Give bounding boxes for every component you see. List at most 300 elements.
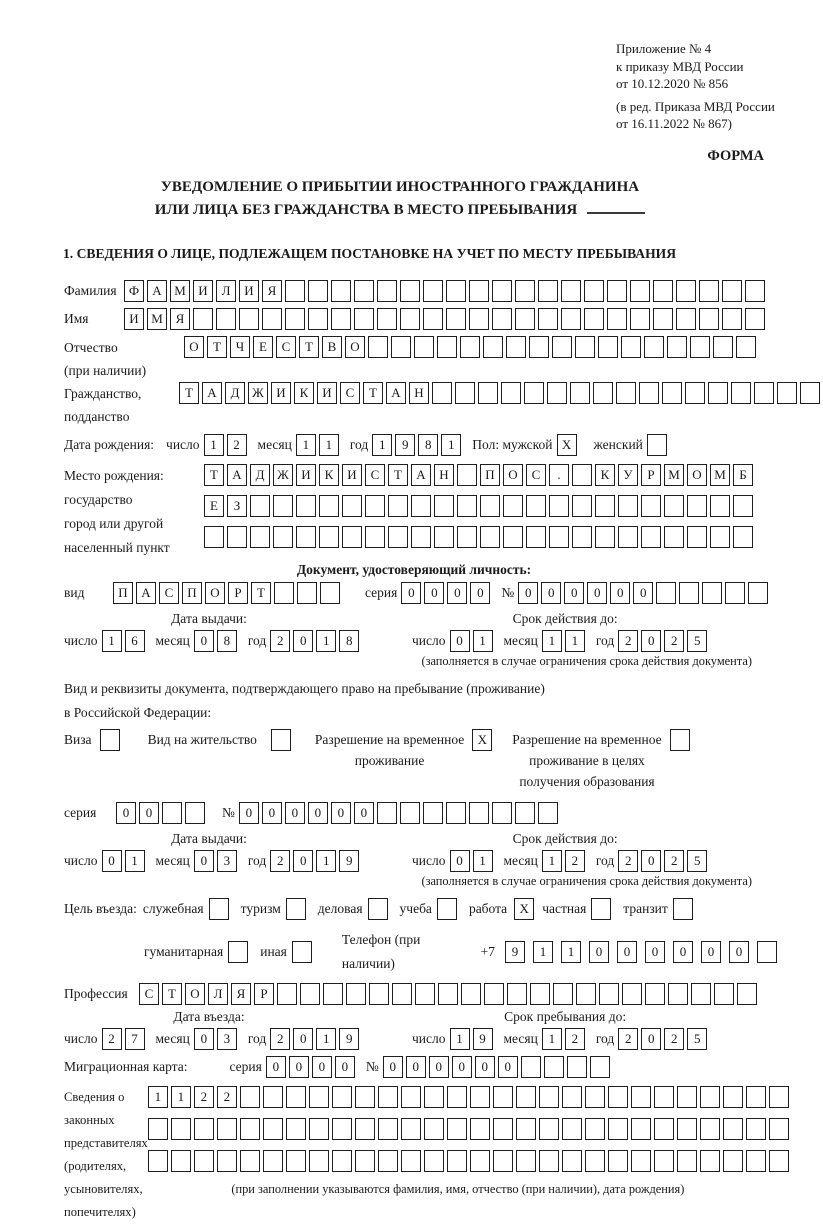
char-box[interactable]: 0 — [641, 1028, 661, 1050]
char-box[interactable]: 0 — [194, 630, 214, 652]
char-box[interactable] — [710, 526, 730, 548]
char-box[interactable]: Ж — [248, 382, 268, 404]
char-box[interactable] — [446, 280, 466, 302]
char-box[interactable] — [400, 280, 420, 302]
char-box[interactable] — [731, 382, 751, 404]
char-box[interactable]: 1 — [296, 434, 316, 456]
char-box[interactable]: С — [276, 336, 296, 358]
char-box[interactable] — [437, 336, 457, 358]
char-box[interactable] — [346, 983, 366, 1005]
char-box[interactable]: 0 — [239, 802, 259, 824]
char-box[interactable] — [608, 1150, 628, 1172]
char-box[interactable] — [725, 582, 745, 604]
char-box[interactable] — [209, 898, 229, 920]
char-box[interactable]: 8 — [217, 630, 237, 652]
char-box[interactable]: А — [202, 382, 222, 404]
char-box[interactable]: Л — [216, 280, 236, 302]
char-box[interactable] — [411, 495, 431, 517]
char-box[interactable] — [687, 495, 707, 517]
char-box[interactable]: О — [687, 464, 707, 486]
char-box[interactable] — [493, 1118, 513, 1140]
char-box[interactable] — [342, 526, 362, 548]
char-box[interactable] — [300, 983, 320, 1005]
char-box[interactable] — [484, 983, 504, 1005]
char-box[interactable] — [388, 526, 408, 548]
char-box[interactable] — [423, 308, 443, 330]
char-box[interactable]: 1 — [316, 1028, 336, 1050]
char-box[interactable]: 2 — [217, 1086, 237, 1108]
char-box[interactable] — [437, 898, 457, 920]
char-box[interactable]: 9 — [395, 434, 415, 456]
char-box[interactable]: 1 — [319, 434, 339, 456]
char-box[interactable] — [690, 336, 710, 358]
char-box[interactable]: 2 — [565, 850, 585, 872]
char-box[interactable] — [273, 495, 293, 517]
char-box[interactable] — [713, 336, 733, 358]
char-box[interactable] — [469, 308, 489, 330]
char-box[interactable] — [645, 983, 665, 1005]
char-box[interactable]: 2 — [664, 1028, 684, 1050]
char-box[interactable] — [524, 382, 544, 404]
char-box[interactable] — [736, 336, 756, 358]
char-box[interactable]: 5 — [687, 630, 707, 652]
char-box[interactable]: С — [365, 464, 385, 486]
char-box[interactable] — [575, 336, 595, 358]
char-box[interactable] — [530, 983, 550, 1005]
char-box[interactable]: 2 — [664, 850, 684, 872]
char-box[interactable]: С — [526, 464, 546, 486]
char-box[interactable] — [455, 382, 475, 404]
char-box[interactable] — [607, 308, 627, 330]
char-box[interactable] — [516, 1118, 536, 1140]
char-box[interactable] — [227, 526, 247, 548]
char-box[interactable]: 1 — [565, 630, 585, 652]
char-box[interactable]: 1 — [473, 630, 493, 652]
char-box[interactable] — [493, 1086, 513, 1108]
char-box[interactable] — [460, 336, 480, 358]
char-box[interactable]: Т — [363, 382, 383, 404]
char-box[interactable]: 0 — [447, 582, 467, 604]
char-box[interactable]: 0 — [450, 850, 470, 872]
char-box[interactable] — [800, 382, 820, 404]
char-box[interactable] — [400, 802, 420, 824]
char-box[interactable] — [572, 464, 592, 486]
char-box[interactable]: 1 — [450, 1028, 470, 1050]
char-box[interactable]: С — [340, 382, 360, 404]
char-box[interactable] — [653, 308, 673, 330]
char-box[interactable] — [469, 802, 489, 824]
char-box[interactable]: 2 — [618, 1028, 638, 1050]
char-box[interactable] — [332, 1086, 352, 1108]
char-box[interactable] — [653, 280, 673, 302]
char-box[interactable] — [250, 526, 270, 548]
char-box[interactable] — [664, 526, 684, 548]
char-box[interactable] — [446, 308, 466, 330]
char-box[interactable] — [722, 280, 742, 302]
char-box[interactable] — [562, 1086, 582, 1108]
char-box[interactable] — [699, 280, 719, 302]
char-box[interactable] — [424, 1150, 444, 1172]
char-box[interactable]: Р — [228, 582, 248, 604]
char-box[interactable]: И — [193, 280, 213, 302]
char-box[interactable]: 0 — [308, 802, 328, 824]
char-box[interactable] — [515, 280, 535, 302]
char-box[interactable] — [630, 280, 650, 302]
char-box[interactable] — [457, 495, 477, 517]
char-box[interactable]: 2 — [102, 1028, 122, 1050]
char-box[interactable]: 2 — [227, 434, 247, 456]
char-box[interactable] — [285, 280, 305, 302]
char-box[interactable] — [194, 1150, 214, 1172]
char-box[interactable] — [700, 1150, 720, 1172]
char-box[interactable] — [572, 495, 592, 517]
char-box[interactable] — [297, 582, 317, 604]
char-box[interactable]: И — [124, 308, 144, 330]
char-box[interactable] — [501, 382, 521, 404]
char-box[interactable] — [607, 280, 627, 302]
char-box[interactable] — [691, 983, 711, 1005]
char-box[interactable] — [478, 382, 498, 404]
char-box[interactable] — [562, 1118, 582, 1140]
char-box[interactable] — [526, 526, 546, 548]
char-box[interactable] — [308, 308, 328, 330]
char-box[interactable] — [411, 526, 431, 548]
char-box[interactable] — [667, 336, 687, 358]
char-box[interactable] — [470, 1150, 490, 1172]
char-box[interactable] — [576, 983, 596, 1005]
char-box[interactable] — [714, 983, 734, 1005]
char-box[interactable] — [378, 1150, 398, 1172]
char-box[interactable]: О — [205, 582, 225, 604]
char-box[interactable] — [547, 382, 567, 404]
char-box[interactable] — [457, 526, 477, 548]
char-box[interactable] — [618, 495, 638, 517]
char-box[interactable]: 0 — [589, 941, 609, 963]
char-box[interactable] — [162, 802, 182, 824]
char-box[interactable]: 0 — [293, 630, 313, 652]
char-box[interactable] — [567, 1056, 587, 1078]
char-box[interactable] — [378, 1118, 398, 1140]
char-box[interactable] — [493, 1150, 513, 1172]
char-box[interactable] — [354, 308, 374, 330]
char-box[interactable] — [319, 526, 339, 548]
char-box[interactable] — [263, 1086, 283, 1108]
char-box[interactable] — [171, 1118, 191, 1140]
char-box[interactable]: Т — [299, 336, 319, 358]
char-box[interactable] — [286, 1118, 306, 1140]
char-box[interactable]: А — [411, 464, 431, 486]
char-box[interactable] — [561, 308, 581, 330]
char-box[interactable]: 0 — [424, 582, 444, 604]
char-box[interactable] — [593, 382, 613, 404]
char-box[interactable] — [769, 1118, 789, 1140]
char-box[interactable] — [492, 308, 512, 330]
char-box[interactable]: 0 — [617, 941, 637, 963]
char-box[interactable]: Ж — [273, 464, 293, 486]
char-box[interactable]: 2 — [664, 630, 684, 652]
char-box[interactable] — [708, 382, 728, 404]
char-box[interactable]: 0 — [673, 941, 693, 963]
char-box[interactable]: 5 — [687, 850, 707, 872]
char-box[interactable] — [570, 382, 590, 404]
char-box[interactable] — [710, 495, 730, 517]
char-box[interactable] — [608, 1118, 628, 1140]
char-box[interactable]: Р — [254, 983, 274, 1005]
char-box[interactable] — [737, 983, 757, 1005]
char-box[interactable] — [754, 382, 774, 404]
char-box[interactable]: А — [386, 382, 406, 404]
char-box[interactable] — [263, 1150, 283, 1172]
char-box[interactable] — [723, 1118, 743, 1140]
char-box[interactable] — [309, 1150, 329, 1172]
char-box[interactable] — [378, 1086, 398, 1108]
char-box[interactable] — [286, 1150, 306, 1172]
char-box[interactable]: . — [549, 464, 569, 486]
char-box[interactable]: 0 — [293, 1028, 313, 1050]
char-box[interactable] — [562, 1150, 582, 1172]
char-box[interactable]: 0 — [641, 630, 661, 652]
char-box[interactable]: 2 — [565, 1028, 585, 1050]
char-box[interactable]: 0 — [610, 582, 630, 604]
char-box[interactable]: О — [503, 464, 523, 486]
char-box[interactable]: 0 — [701, 941, 721, 963]
char-box[interactable] — [377, 802, 397, 824]
char-box[interactable] — [585, 1118, 605, 1140]
char-box[interactable] — [286, 1086, 306, 1108]
char-box[interactable] — [544, 1056, 564, 1078]
char-box[interactable] — [529, 336, 549, 358]
char-box[interactable] — [679, 582, 699, 604]
char-box[interactable] — [447, 1118, 467, 1140]
char-box[interactable]: 0 — [102, 850, 122, 872]
char-box[interactable]: Т — [207, 336, 227, 358]
char-box[interactable]: О — [184, 336, 204, 358]
char-box[interactable]: 1 — [533, 941, 553, 963]
char-box[interactable]: П — [113, 582, 133, 604]
char-box[interactable]: 1 — [473, 850, 493, 872]
char-box[interactable] — [677, 1086, 697, 1108]
char-box[interactable]: И — [317, 382, 337, 404]
char-box[interactable] — [216, 308, 236, 330]
char-box[interactable] — [654, 1150, 674, 1172]
char-box[interactable]: 0 — [139, 802, 159, 824]
char-box[interactable]: 2 — [270, 1028, 290, 1050]
char-box[interactable] — [506, 336, 526, 358]
char-box[interactable] — [585, 1086, 605, 1108]
char-box[interactable]: 0 — [293, 850, 313, 872]
char-box[interactable] — [286, 898, 306, 920]
char-box[interactable]: 0 — [285, 802, 305, 824]
char-box[interactable]: 0 — [401, 582, 421, 604]
char-box[interactable]: 9 — [339, 1028, 359, 1050]
char-box[interactable] — [656, 582, 676, 604]
char-box[interactable] — [217, 1150, 237, 1172]
char-box[interactable]: 1 — [441, 434, 461, 456]
char-box[interactable]: 8 — [339, 630, 359, 652]
char-box[interactable] — [355, 1150, 375, 1172]
char-box[interactable] — [309, 1118, 329, 1140]
char-box[interactable]: 0 — [633, 582, 653, 604]
char-box[interactable]: 1 — [542, 630, 562, 652]
char-box[interactable] — [699, 308, 719, 330]
char-box[interactable]: 0 — [312, 1056, 332, 1078]
char-box[interactable] — [273, 526, 293, 548]
char-box[interactable]: 9 — [505, 941, 525, 963]
char-box[interactable] — [516, 1086, 536, 1108]
char-box[interactable] — [769, 1086, 789, 1108]
char-box[interactable]: Д — [225, 382, 245, 404]
char-box[interactable]: К — [319, 464, 339, 486]
char-box[interactable]: 5 — [687, 1028, 707, 1050]
char-box[interactable]: 1 — [372, 434, 392, 456]
char-box[interactable]: 0 — [262, 802, 282, 824]
char-box[interactable]: У — [618, 464, 638, 486]
char-box[interactable] — [515, 308, 535, 330]
char-box[interactable] — [722, 308, 742, 330]
char-box[interactable] — [685, 382, 705, 404]
char-box[interactable] — [608, 1086, 628, 1108]
char-box[interactable] — [507, 983, 527, 1005]
char-box[interactable] — [538, 280, 558, 302]
char-box[interactable]: 0 — [266, 1056, 286, 1078]
char-box[interactable] — [262, 308, 282, 330]
char-box[interactable]: X — [557, 434, 577, 456]
char-box[interactable]: 2 — [270, 630, 290, 652]
char-box[interactable] — [526, 495, 546, 517]
char-box[interactable] — [296, 495, 316, 517]
char-box[interactable] — [492, 280, 512, 302]
char-box[interactable] — [631, 1086, 651, 1108]
char-box[interactable] — [271, 729, 291, 751]
char-box[interactable]: 1 — [542, 850, 562, 872]
char-box[interactable] — [148, 1118, 168, 1140]
char-box[interactable] — [595, 495, 615, 517]
char-box[interactable] — [423, 280, 443, 302]
char-box[interactable] — [676, 308, 696, 330]
char-box[interactable]: 1 — [316, 850, 336, 872]
char-box[interactable] — [572, 526, 592, 548]
char-box[interactable]: 0 — [564, 582, 584, 604]
char-box[interactable]: Я — [170, 308, 190, 330]
char-box[interactable] — [702, 582, 722, 604]
char-box[interactable]: К — [294, 382, 314, 404]
char-box[interactable] — [320, 582, 340, 604]
char-box[interactable]: 0 — [289, 1056, 309, 1078]
char-box[interactable]: 1 — [171, 1086, 191, 1108]
char-box[interactable] — [194, 1118, 214, 1140]
char-box[interactable] — [733, 495, 753, 517]
char-box[interactable] — [746, 1150, 766, 1172]
char-box[interactable] — [414, 336, 434, 358]
char-box[interactable]: А — [227, 464, 247, 486]
char-box[interactable] — [647, 434, 667, 456]
char-box[interactable] — [368, 898, 388, 920]
char-box[interactable]: А — [147, 280, 167, 302]
char-box[interactable] — [641, 495, 661, 517]
char-box[interactable] — [480, 526, 500, 548]
char-box[interactable] — [240, 1150, 260, 1172]
char-box[interactable] — [461, 983, 481, 1005]
char-box[interactable] — [228, 941, 248, 963]
char-box[interactable] — [673, 898, 693, 920]
char-box[interactable] — [723, 1150, 743, 1172]
char-box[interactable]: 0 — [645, 941, 665, 963]
char-box[interactable] — [332, 1118, 352, 1140]
char-box[interactable]: М — [147, 308, 167, 330]
char-box[interactable] — [584, 308, 604, 330]
char-box[interactable]: 9 — [473, 1028, 493, 1050]
char-box[interactable]: С — [159, 582, 179, 604]
char-box[interactable] — [516, 1150, 536, 1172]
char-box[interactable] — [239, 308, 259, 330]
char-box[interactable] — [631, 1118, 651, 1140]
char-box[interactable] — [401, 1150, 421, 1172]
char-box[interactable] — [630, 308, 650, 330]
char-box[interactable] — [622, 983, 642, 1005]
char-box[interactable]: Ч — [230, 336, 250, 358]
char-box[interactable]: 2 — [618, 630, 638, 652]
char-box[interactable]: Т — [251, 582, 271, 604]
char-box[interactable] — [539, 1086, 559, 1108]
char-box[interactable] — [331, 308, 351, 330]
char-box[interactable] — [515, 802, 535, 824]
char-box[interactable] — [654, 1118, 674, 1140]
char-box[interactable]: 3 — [217, 1028, 237, 1050]
char-box[interactable]: Т — [162, 983, 182, 1005]
char-box[interactable]: 0 — [429, 1056, 449, 1078]
char-box[interactable]: И — [342, 464, 362, 486]
char-box[interactable] — [148, 1150, 168, 1172]
char-box[interactable]: Е — [204, 495, 224, 517]
char-box[interactable] — [654, 1086, 674, 1108]
char-box[interactable] — [584, 280, 604, 302]
char-box[interactable] — [641, 526, 661, 548]
char-box[interactable]: 0 — [498, 1056, 518, 1078]
char-box[interactable] — [438, 983, 458, 1005]
char-box[interactable]: Т — [388, 464, 408, 486]
char-box[interactable] — [388, 495, 408, 517]
char-box[interactable] — [354, 280, 374, 302]
char-box[interactable]: 0 — [450, 630, 470, 652]
char-box[interactable]: М — [170, 280, 190, 302]
char-box[interactable]: Д — [250, 464, 270, 486]
char-box[interactable] — [746, 1086, 766, 1108]
char-box[interactable] — [733, 526, 753, 548]
char-box[interactable] — [274, 582, 294, 604]
char-box[interactable]: П — [480, 464, 500, 486]
char-box[interactable]: 1 — [561, 941, 581, 963]
char-box[interactable]: Н — [434, 464, 454, 486]
char-box[interactable] — [670, 729, 690, 751]
char-box[interactable] — [365, 495, 385, 517]
char-box[interactable] — [447, 1086, 467, 1108]
char-box[interactable] — [599, 983, 619, 1005]
char-box[interactable] — [355, 1086, 375, 1108]
char-box[interactable] — [746, 1118, 766, 1140]
char-box[interactable] — [483, 336, 503, 358]
char-box[interactable]: 1 — [125, 850, 145, 872]
char-box[interactable]: 0 — [729, 941, 749, 963]
char-box[interactable] — [424, 1118, 444, 1140]
char-box[interactable] — [668, 983, 688, 1005]
char-box[interactable] — [432, 382, 452, 404]
char-box[interactable]: X — [514, 898, 534, 920]
char-box[interactable]: 0 — [331, 802, 351, 824]
char-box[interactable] — [415, 983, 435, 1005]
char-box[interactable] — [377, 280, 397, 302]
char-box[interactable]: И — [239, 280, 259, 302]
char-box[interactable] — [424, 1086, 444, 1108]
